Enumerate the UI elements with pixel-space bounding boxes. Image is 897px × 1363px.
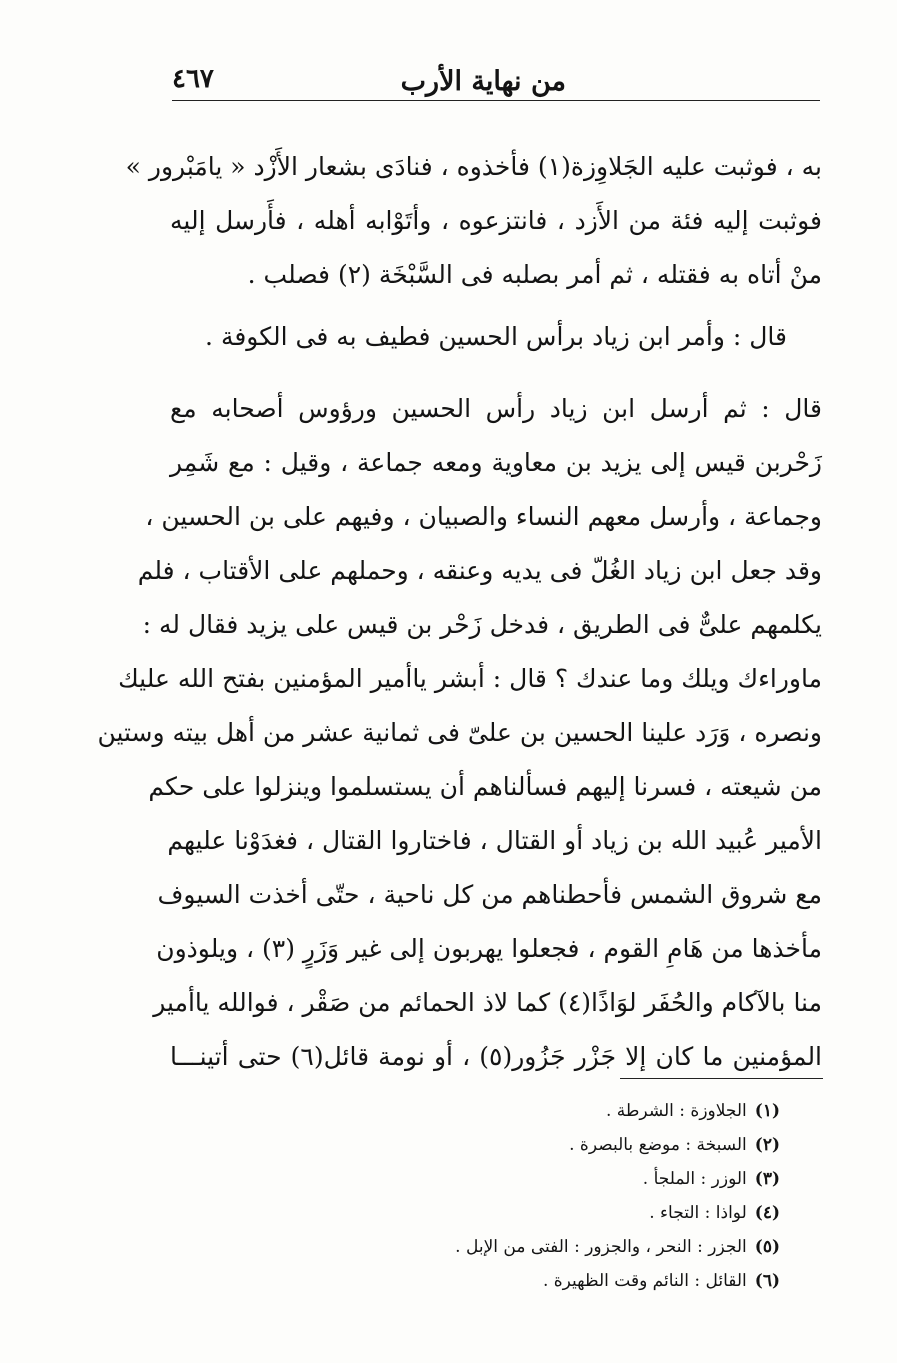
text-line: زَحْربن قيس إلى يزيد بن معاوية ومعه جماعة ، وقيل : مع شَمِر [170,448,822,477]
footnote-number: (٢) [754,1135,780,1155]
paragraph-2 [97,382,823,1084]
footnote-number: (٥) [754,1237,780,1257]
text-line: مأخذها من هَامِ القوم ، فجعلوا يهربون إلى غير وَزَرٍ (٣) ، ويلوذون [156,934,822,963]
text-line: وقد جعل ابن زياد الغُلّ فى يديه وعنقه ، وحملهم على الأقتاب ، فلم [137,556,822,585]
centered-statement: قال : وأمر ابن زياد برأس الحسين فطيف به فى الكوفة . [205,322,787,351]
text-line: يكلمهم علىٌّ فى الطريق ، فدخل زَحْر بن قيس على يزيد فقال له : [142,610,822,639]
text-line: قال : ثم أرسل ابن زياد رأس الحسين ورؤوس أصحابه مع [170,394,822,423]
footnote [370,1094,780,1128]
footnote [370,1230,780,1264]
footnote [370,1196,780,1230]
text-line: ونصره ، وَرَد علينا الحسين بن علىّ فى ثمانية عشر من أهل بيته وستين [97,718,822,747]
footnote-text: لواذا : التجاء . [649,1203,747,1223]
footnote-number: (٤) [754,1203,780,1223]
footnote-separator [620,1078,823,1079]
footnote-text: الجزر : النحر ، والجزور : الفتى من الإبل . [455,1237,747,1257]
footnote-text: القائل : النائم وقت الظهيرة . [542,1271,747,1291]
footnote-text: السبخة : موضع بالبصرة . [569,1135,747,1155]
text-line: به ، فوثبت عليه الجَلاوِزة(١) فأخذوه ، فنادَى بشعار الأَزْد « يامَبْرور » [125,152,822,181]
footnote [370,1128,780,1162]
text-line: الأمير عُبيد الله بن زياد أو القتال ، فاختاروا القتال ، فغدَوْنا عليهم [167,826,822,855]
footnote-text: الوزر : الملجأ . [642,1169,747,1189]
footnote [370,1264,780,1298]
text-line: مع شروق الشمس فأحطناهم من كل ناحية ، حتّى أخذت السيوف [157,880,822,909]
footnote [370,1162,780,1196]
paragraph-1 [125,140,822,302]
footnote-text: الجلاوزة : الشرطة . [605,1101,747,1121]
footnote-number: (١) [754,1101,780,1121]
footnotes [370,1094,780,1298]
text-line: ماوراءك ويلك وما عندك ؟ قال : أبشر ياأمير المؤمنين بفتح الله عليك [118,664,822,693]
text-line: منْ أتاه به فقتله ، ثم أمر بصلبه فى السَّبْخَة (٢) فصلب . [247,260,822,289]
text-line: منا بالآكام والحُفَر لوَاذًا(٤) كما لاذ الحمائم من صَقْر ، فوالله ياأمير [153,988,822,1017]
text-line: فوثبت إليه فئة من الأَزد ، فانتزعوه ، وأتَوْابه أهله ، فأَرسل إليه [170,206,822,235]
text-line: من شيعته ، فسرنا إليهم فسألناهم أن يستسلموا وينزلوا على حكم [148,772,822,801]
text-line: المؤمنين ما كان إلا جَزْر جَزُور(٥) ، أو نومة قائل(٦) حتى أتينـــا [170,1042,823,1071]
page-number: ٤٦٧ [172,64,214,94]
footnote-number: (٣) [754,1169,780,1189]
text-line: وجماعة ، وأرسل معهم النساء والصبيان ، وفيهم على بن الحسين ، [145,502,822,531]
running-title: من نهاية الأرب [400,66,566,97]
page-header [172,60,820,101]
footnote-number: (٦) [754,1271,780,1291]
